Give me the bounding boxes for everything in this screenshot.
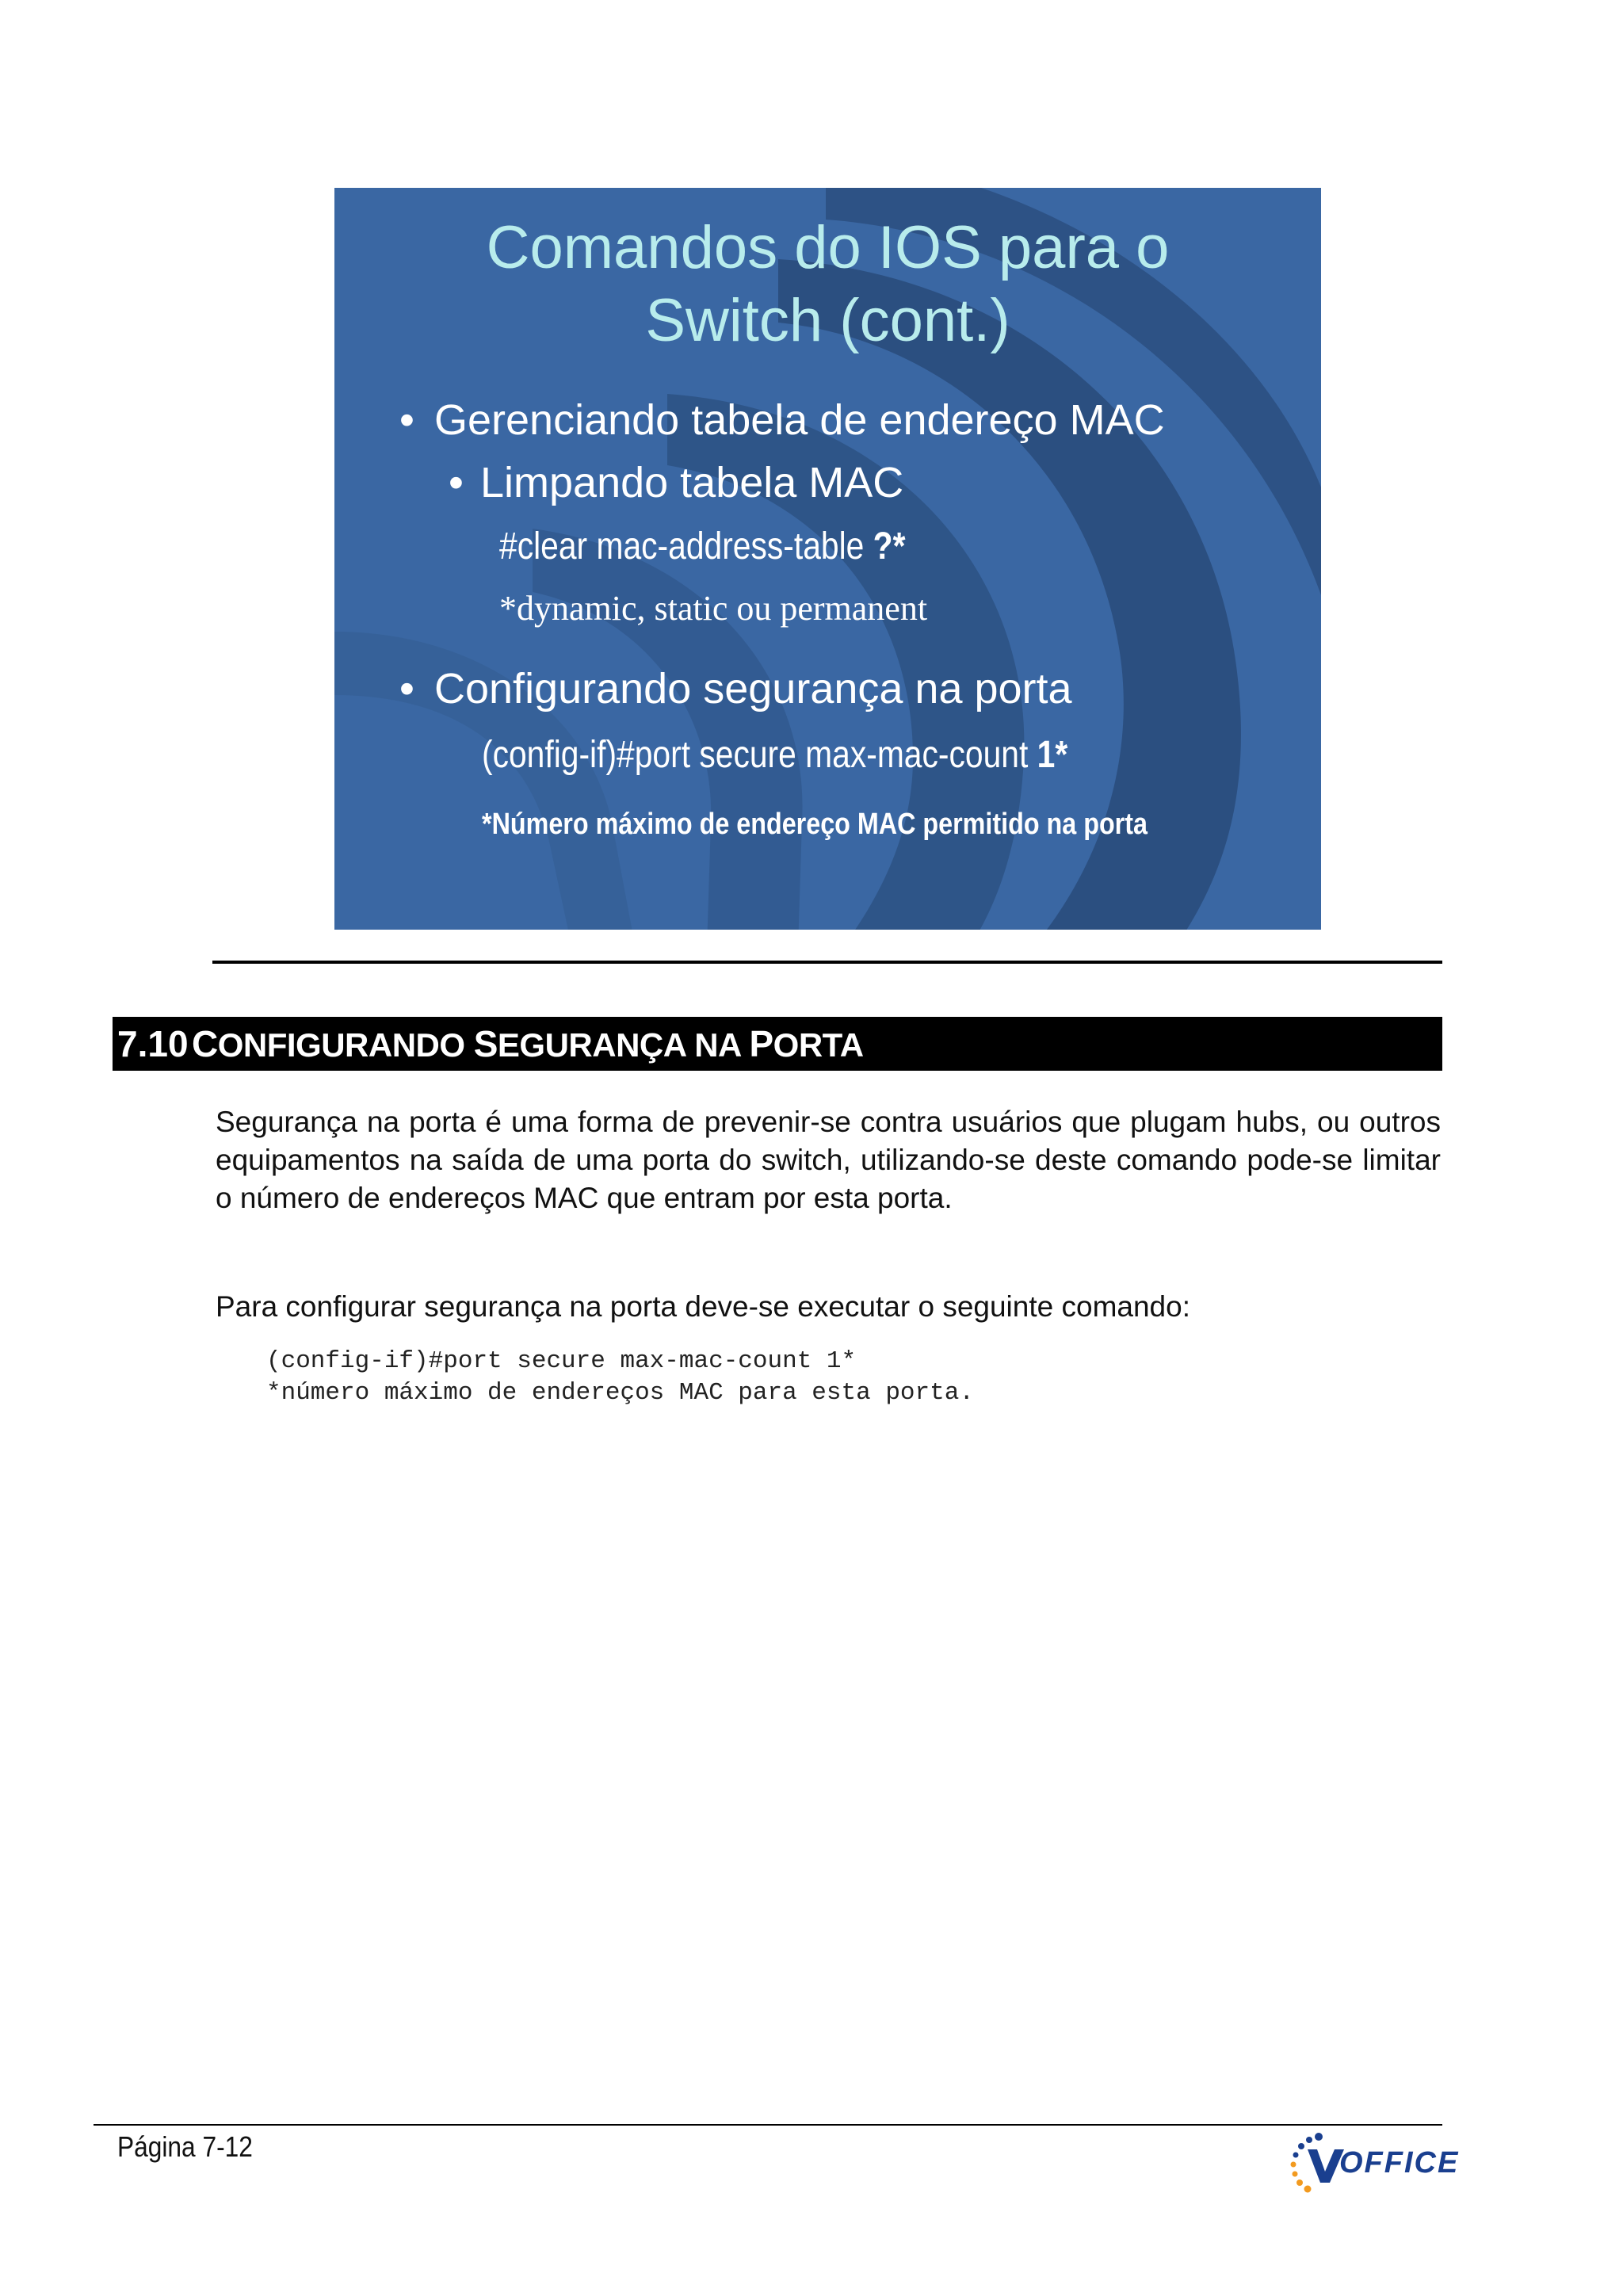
section-title-word: EGURANÇA [497, 1026, 686, 1064]
page-number: Página 7-12 [117, 2130, 253, 2163]
section-title-word: ORTA [773, 1026, 864, 1064]
code-line-note: *número máximo de endereços MAC para esta porta. [266, 1379, 974, 1407]
slide-command-clear [499, 525, 905, 568]
slide-command-port-secure-arg: 1* [1037, 734, 1068, 776]
slide-subbullet-clear [449, 458, 903, 507]
section-title-word: ONFIGURANDO [217, 1026, 465, 1064]
code-line-command: (config-if)#port secure max-mac-count 1* [266, 1347, 857, 1375]
slide-divider [212, 961, 1442, 964]
section-title [191, 1023, 864, 1064]
slide-command-clear-note: *dynamic, static ou permanent [499, 589, 928, 628]
slide-bullet-mac-table-text: Gerenciando tabela de endereço MAC [434, 396, 1165, 444]
slide-title [334, 212, 1321, 357]
section-title-cap: S [473, 1023, 498, 1064]
section-title-word: NA [694, 1026, 741, 1064]
company-logo-text: OFFICE [1339, 2146, 1460, 2179]
slide-title-line1: Comandos do IOS para o [486, 214, 1170, 281]
slide-bullet-mac-table [399, 395, 1165, 445]
slide-command-clear-arg: ?* [873, 525, 906, 567]
footer-divider [94, 2124, 1442, 2126]
bullet-glyph: • [399, 396, 414, 444]
section-header [113, 1017, 1442, 1071]
slide-subbullet-clear-text: Limpando tabela MAC [480, 459, 904, 506]
slide-image [334, 188, 1321, 930]
bullet-glyph: • [399, 665, 414, 712]
slide-command-clear-text: #clear mac-address-table [499, 525, 873, 567]
body-paragraph: Segurança na porta é uma forma de prevenir-se contra usuários que plugam hubs, ou outros equipamentos na saída de uma porta do switch, utilizando-se deste comando pode-se limitar o número de endereços MAC que entram por esta porta. [216, 1106, 1441, 1214]
section-title-cap: C [191, 1023, 218, 1064]
slide-title-line2: Switch (cont.) [645, 287, 1010, 354]
section-title-cap: P [749, 1023, 773, 1064]
slide-command-port-secure [482, 733, 1067, 777]
slide-command-port-secure-note: *Número máximo de endereço MAC permitido na porta [482, 808, 1148, 841]
bullet-glyph: • [449, 459, 464, 506]
body-instruction: Para configurar segurança na porta deve-se executar o seguinte comando: [216, 1290, 1190, 1323]
slide-bullet-port-security [399, 664, 1072, 713]
slide-bullet-port-security-text: Configurando segurança na porta [434, 665, 1072, 712]
slide-command-port-secure-text: (config-if)#port secure max-mac-count [482, 734, 1037, 776]
section-number: 7.10 [117, 1023, 189, 1064]
